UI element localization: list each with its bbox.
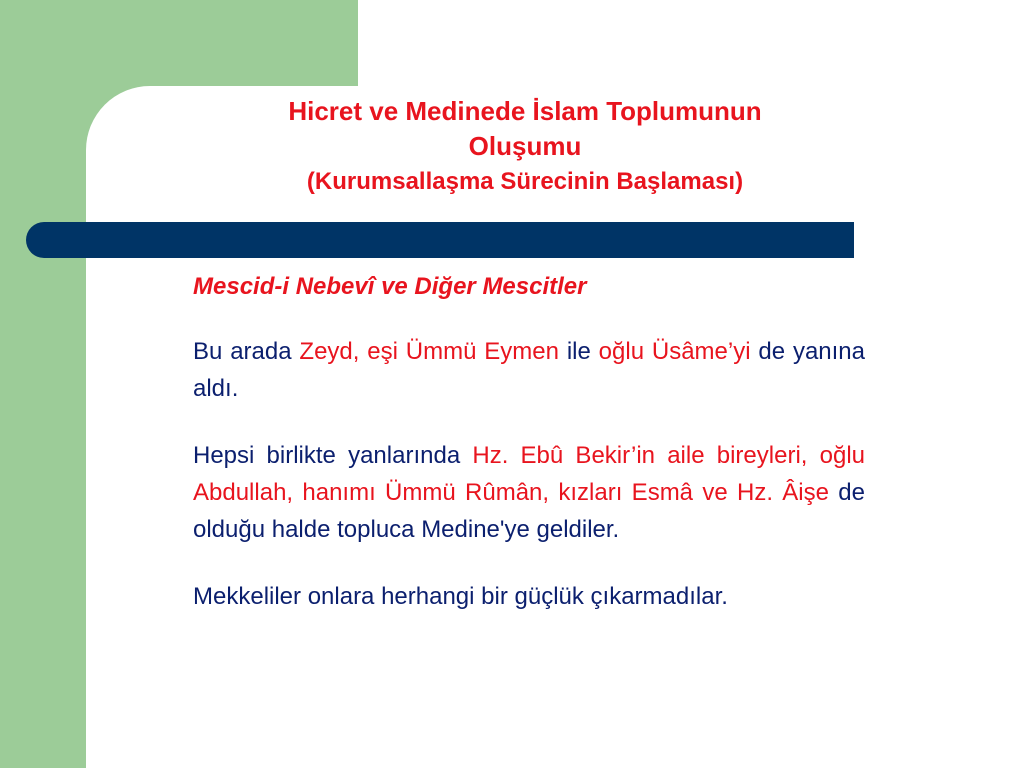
title-line-2: Oluşumu	[468, 131, 582, 161]
slide-body	[193, 268, 865, 645]
p1-text-a: Bu arada	[193, 338, 300, 365]
p1-highlight-names: Zeyd, eşi Ümmü Eymen	[299, 338, 559, 365]
paragraph-2	[193, 437, 865, 548]
slide-title	[190, 94, 860, 199]
paragraph-1	[193, 333, 865, 407]
title-divider-bar	[26, 222, 854, 258]
paragraph-3	[193, 578, 865, 615]
p2-highlight-family: Hz. Ebû Bekir’in aile bireyleri, oğlu Abdullah, hanımı Ümmü Rûmân, kızları Esmâ ve Hz. Âişe	[193, 442, 865, 506]
section-heading: Mescid-i Nebevî ve Diğer Mescitler	[193, 273, 587, 300]
p2-text-c: de olduğu halde topluca Medine'ye geldiler.	[193, 479, 865, 543]
p1-text-e: de yanına aldı.	[193, 338, 865, 402]
p2-text-a: Hepsi birlikte yanlarında	[193, 442, 473, 469]
title-line-1: Hicret ve Medinede İslam Toplumunun	[288, 96, 762, 126]
p1-highlight-son: oğlu Üsâme’yi	[598, 338, 751, 365]
p1-text-c: ile	[558, 338, 599, 365]
p3-text-a: Mekkeliler onlara herhangi bir güçlük çıkarmadılar.	[193, 583, 728, 610]
slide-subtitle: (Kurumsallaşma Sürecinin Başlaması)	[306, 168, 744, 195]
